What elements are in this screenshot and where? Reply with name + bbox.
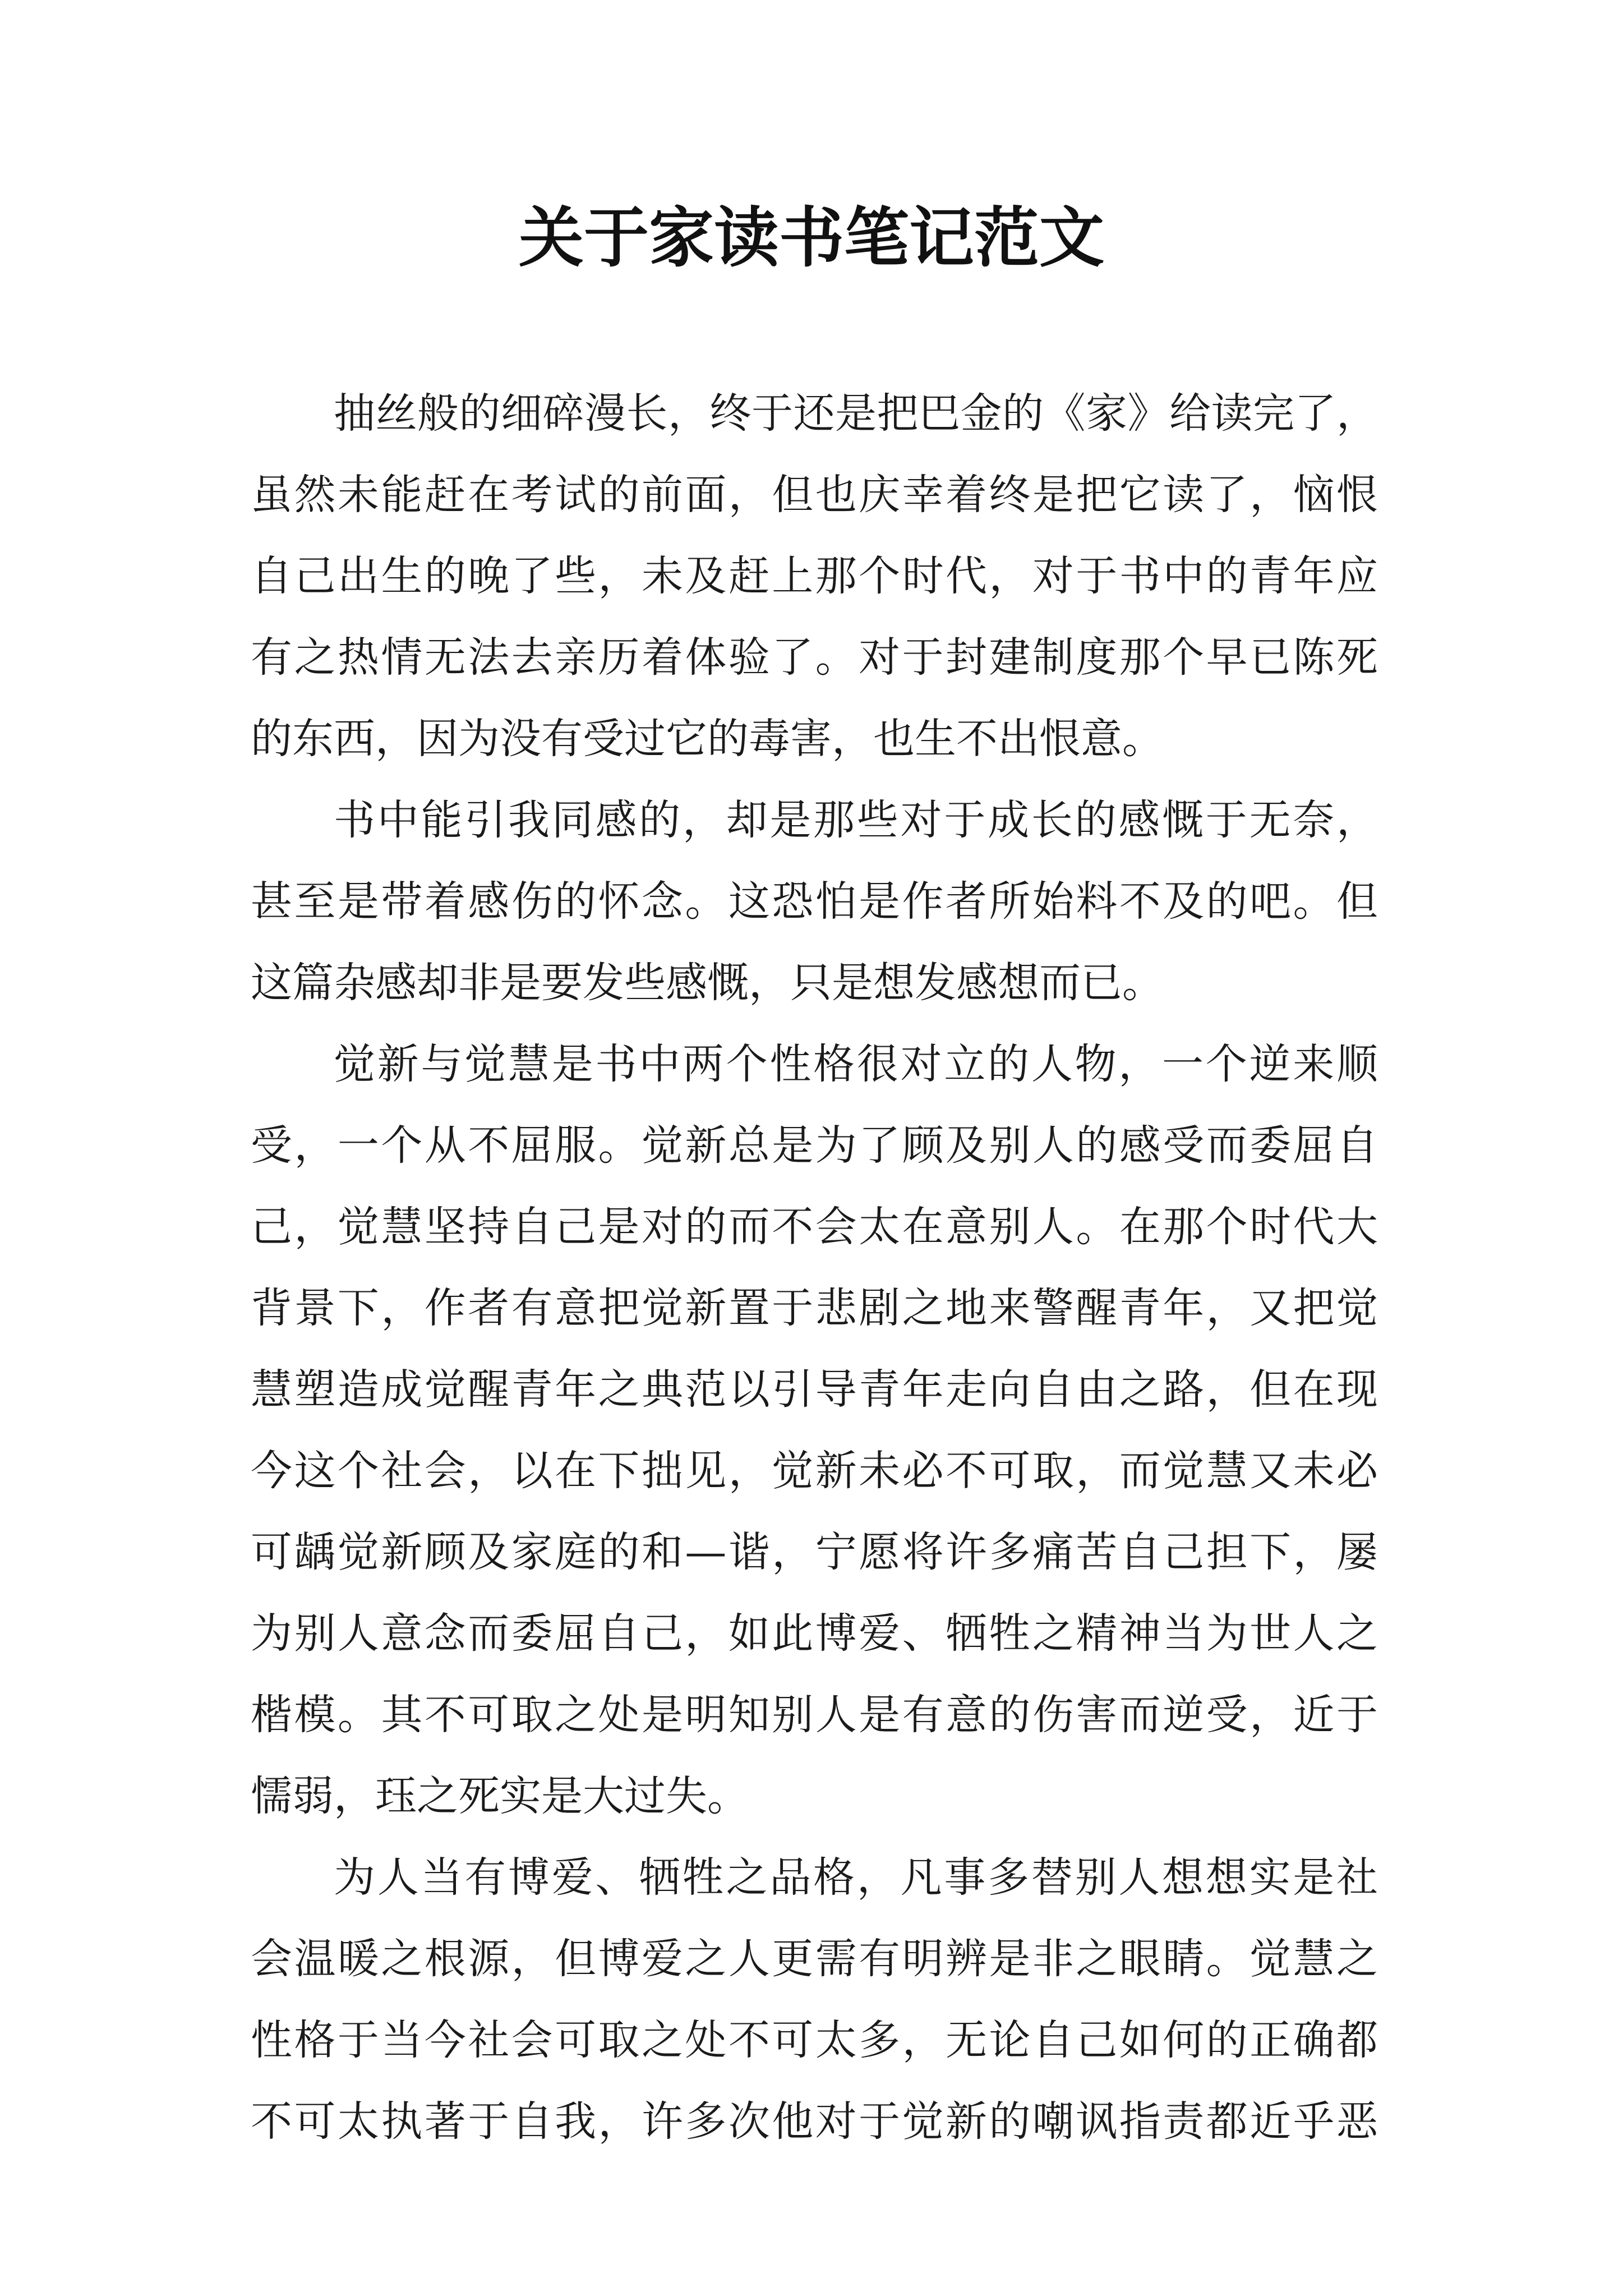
text-line: 楷模。其不可取之处是明知别人是有意的伤害而逆受，近于 <box>251 1691 1378 1739</box>
text-line: 会温暖之根源，但博爱之人更需有明辨是非之眼睛。觉慧之 <box>251 1935 1378 1983</box>
text-line: 自己出生的晚了些，未及赶上那个时代，对于书中的青年应 <box>251 552 1378 600</box>
text-line: 懦弱，珏之死实是大过失。 <box>251 1772 749 1820</box>
text-line: 这篇杂感却非是要发些感慨，只是想发感想而已。 <box>251 959 1164 1007</box>
text-line: 今这个社会，以在下拙见，觉新未必不可取，而觉慧又未必 <box>251 1447 1378 1495</box>
text-line: 受，一个从不屈服。觉新总是为了顾及别人的感受而委屈自 <box>251 1121 1378 1170</box>
text-line: 书中能引我同感的，却是那些对于成长的感慨于无奈， <box>334 796 1378 844</box>
text-line: 甚至是带着感伤的怀念。这恐怕是作者所始料不及的吧。但 <box>251 877 1378 926</box>
text-line: 抽丝般的细碎漫长，终于还是把巴金的《家》给读完了， <box>334 389 1378 438</box>
text-line: 有之热情无法去亲历着体验了。对于封建制度那个早已陈死 <box>251 633 1378 682</box>
text-line: 为别人意念而委屈自己，如此博爱、牺牲之精神当为世人之 <box>251 1609 1378 1658</box>
text-line: 不可太执著于自我，许多次他对于觉新的嘲讽指责都近乎恶 <box>251 2097 1378 2146</box>
text-line: 慧塑造成觉醒青年之典范以引导青年走向自由之路，但在现 <box>251 1365 1378 1414</box>
text-line: 可龋觉新顾及家庭的和—谐，宁愿将许多痛苦自己担下，屡 <box>251 1528 1378 1576</box>
document-body <box>251 373 1378 2162</box>
text-line: 的东西，因为没有受过它的毒害，也生不出恨意。 <box>251 715 1164 763</box>
text-line: 背景下，作者有意把觉新置于悲剧之地来警醒青年，又把觉 <box>251 1284 1378 1332</box>
text-line: 为人当有博爱、牺牲之品格，凡事多替别人想想实是社 <box>334 1853 1378 1902</box>
text-line: 性格于当今社会可取之处不可太多，无论自己如何的正确都 <box>251 2016 1378 2064</box>
text-line: 虽然未能赶在考试的前面，但也庆幸着终是把它读了，恼恨 <box>251 471 1378 519</box>
document-title: 关于家读书笔记范文 <box>519 200 1104 276</box>
text-line: 己，觉慧坚持自己是对的而不会太在意别人。在那个时代大 <box>251 1203 1378 1251</box>
text-line: 觉新与觉慧是书中两个性格很对立的人物，一个逆来顺 <box>334 1040 1378 1088</box>
